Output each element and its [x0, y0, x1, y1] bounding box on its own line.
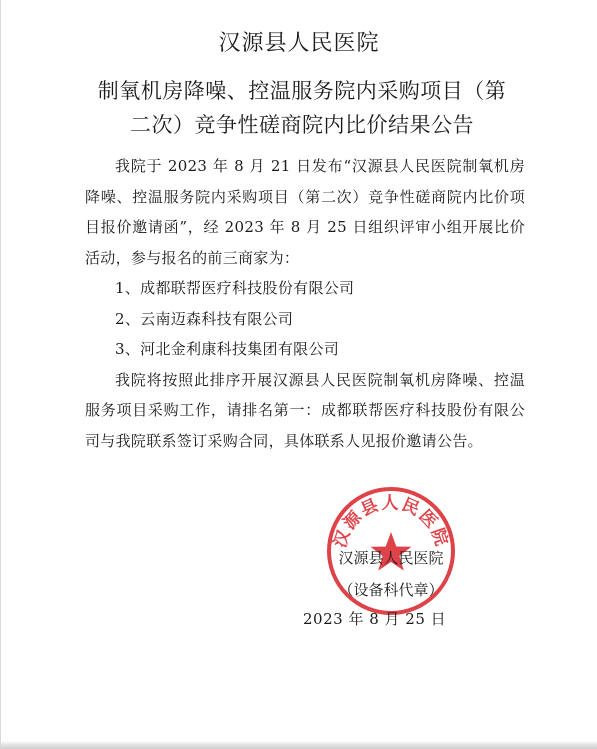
signature-date: 2023 年 8 月 25 日 [303, 610, 447, 628]
conclusion-paragraph: 我院将按照此排序开展汉源县人民医院制氧机房降噪、控温服务项目采购工作，请排名第一：成都联帮医疗科技股份有限公司与我院联系签订采购合同，具体联系人见报价邀请公告。 [85, 370, 525, 450]
vendor-list [85, 273, 525, 365]
signature-seal-note: （设备科代章） [338, 581, 444, 599]
intro-paragraph: 我院于 2023 年 8 月 21 日发布“汉源县人民医院制氧机房降噪、控温服务院内采购项目（第二次）竞争性磋商院内比价项目报价邀请函”，经 2023 年 8 月 25 日组织评审小组开展比价活动，参与报名的前三商家为： [85, 157, 525, 267]
signature-organization: 汉源县人民医院 [338, 549, 444, 567]
page-bottom-edge [1, 741, 597, 749]
vendor-item-2: 2、云南迈森科技有限公司 [115, 309, 294, 328]
title-line-2: 二次）竞争性磋商院内比价结果公告 [130, 113, 474, 137]
seal-arc-text: 汉源县人民医院 [330, 493, 452, 551]
document-body [85, 151, 525, 456]
signature-block [301, 542, 481, 606]
vendor-item-1: 1、成都联帮医疗科技股份有限公司 [115, 279, 355, 297]
title-line-1: 制氧机房降噪、控温服务院内采购项目（第 [97, 79, 507, 103]
document-title [87, 74, 517, 142]
vendor-item-3: 3、河北金利康科技集团有限公司 [115, 340, 340, 358]
organization-header: 汉源县人民医院 [218, 31, 380, 56]
